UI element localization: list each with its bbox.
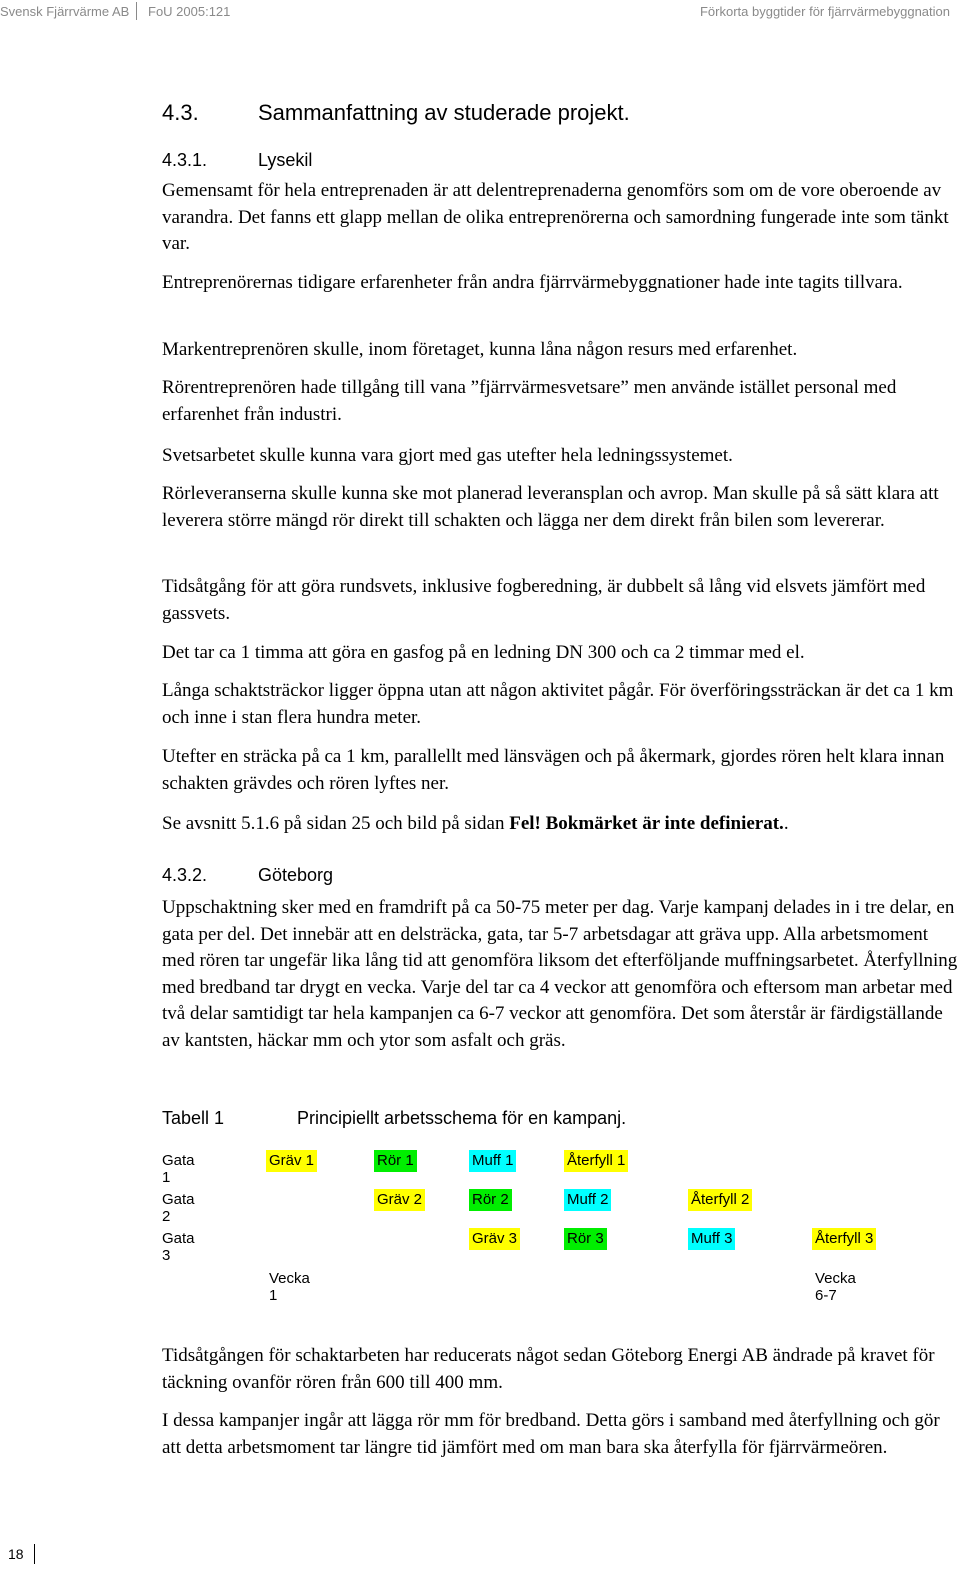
paragraph: Tidsåtgången för schaktarbeten har reducerats något sedan Göteborg Energi AB ändrade på kravet för täckning ovanför rören från 600 till 400 mm. (162, 1345, 935, 1393)
paragraph: Utefter en sträcka på ca 1 km, parallellt med länsvägen och på åkermark, gjordes rören helt klara innan schakten grävdes och rören lyftes ner. (162, 746, 945, 794)
task-grav: Gräv 2 (374, 1189, 425, 1211)
task-muff: Muff 3 (688, 1228, 735, 1250)
table-caption-text: Principiellt arbetsschema för en kampanj. (297, 1108, 627, 1128)
paragraph: Svetsarbetet skulle kunna vara gjort med gas utefter hela ledningssystemet. (162, 445, 733, 466)
table-row-label: Gata 1 (162, 1152, 195, 1186)
task-ror: Rör 3 (564, 1228, 607, 1250)
paragraph: I dessa kampanjer ingår att lägga rör mm för bredband. Detta görs i samband med återfyllning och gör att detta arbetsmoment tar längre tid jämfört med om man bara ska återfylla för fjärrvärmeören. (162, 1410, 940, 1458)
paragraph: Rörleveranserna skulle kunna ske mot planerad leveransplan och avrop. Man skulle på så sätt klara att leverera större mängd rör direkt till schakten och lägga ner dem direkt från bilen som levererar. (162, 483, 939, 531)
paragraph: Entreprenörernas tidigare erfarenheter från andra fjärrvärmebyggnationer hade inte tagits tillvara. (162, 272, 903, 293)
paragraph: Uppschaktning sker med en framdrift på ca 50-75 meter per dag. Varje kampanj delades in i tre delar, en gata per del. Det innebär att en delsträcka, gata, tar 5-7 arbetsdagar att gräva upp. Alla arbetsmoment med rören tar ungefär lika lång tid att genomföra liksom det efterföljande muffningsarbetet. Återfyllning med bredband tar drygt en vecka. Varje del tar ca 4 veckor att genomföra och eftersom man arbetar med två delar samtidigt tar hela kampanjen ca 6-7 veckor att genomföra. Det som återstår är färdigställande av kantsten, häckar mm och ytor som asfalt och gräs. (162, 897, 958, 1051)
task-aterfyll: Återfyll 1 (564, 1150, 628, 1172)
section-title: Sammanfattning av studerade projekt. (258, 100, 630, 125)
footer-divider (34, 1544, 35, 1564)
header-report-title: Förkorta byggtider för fjärrvärmebyggnation (699, 4, 950, 19)
paragraph: Det tar ca 1 timma att göra en gasfog på en ledning DN 300 och ca 2 timmar med el. (162, 642, 805, 663)
task-grav: Gräv 1 (266, 1150, 317, 1172)
header-organization: Svensk Fjärrvärme AB (0, 4, 130, 19)
subsection-number: 4.3.1. (162, 150, 208, 170)
paragraph: Långa schaktsträckor ligger öppna utan att någon aktivitet pågår. För överföringssträckan är det ca 1 km och inne i stan flera hundra meter. (162, 680, 954, 728)
task-grav: Gräv 3 (469, 1228, 520, 1250)
paragraph: Tidsåtgång för att göra rundsvets, inklusive fogberedning, är dubbelt så lång vid elsvets jämfört med gassvets. (162, 576, 926, 624)
task-muff: Muff 1 (469, 1150, 516, 1172)
cross-reference-line (162, 811, 958, 838)
task-aterfyll: Återfyll 3 (812, 1228, 876, 1250)
subsection-heading-goteborg (162, 865, 333, 886)
table-row-label: Gata 2 (162, 1191, 195, 1225)
week-end-label: Vecka 6-7 (815, 1270, 856, 1304)
paragraph: Rörentreprenören hade tillgång till vana ”fjärrvärmesvetsare” men använde istället personal med erfarenhet från industri. (162, 377, 897, 425)
running-header (0, 0, 960, 24)
header-report-number: FoU 2005:121 (148, 4, 231, 19)
subsection-number: 4.3.2. (162, 865, 208, 885)
week-start-label: Vecka 1 (269, 1270, 310, 1304)
subsection-title: Göteborg (258, 865, 334, 885)
paragraph: Markentreprenören skulle, inom företaget, kunna låna någon resurs med erfarenhet. (162, 339, 798, 360)
task-aterfyll: Återfyll 2 (688, 1189, 752, 1211)
header-divider (136, 2, 137, 20)
task-muff: Muff 2 (564, 1189, 611, 1211)
task-ror: Rör 1 (374, 1150, 417, 1172)
table-row-label: Gata 3 (162, 1230, 195, 1264)
table-label: Tabell 1 (162, 1108, 225, 1128)
task-ror: Rör 2 (469, 1189, 512, 1211)
cross-reference-error: Fel! Bokmärket är inte definierat. (509, 813, 784, 834)
cross-reference-text: Se avsnitt 5.1.6 på sidan 25 och bild på sidan (162, 813, 510, 834)
section-number: 4.3. (162, 100, 199, 125)
section-heading (162, 100, 630, 126)
subsection-title: Lysekil (258, 150, 313, 170)
paragraph: Gemensamt för hela entreprenaden är att delentreprenaderna genomförs som om de vore oberoende av varandra. Det fanns ett glapp mellan de olika entreprenörerna och samordning fungerade inte som tänkt var. (162, 180, 949, 254)
subsection-heading-lysekil (162, 150, 312, 171)
page-number: 18 (8, 1546, 24, 1562)
cross-reference-tail: . (783, 813, 789, 834)
